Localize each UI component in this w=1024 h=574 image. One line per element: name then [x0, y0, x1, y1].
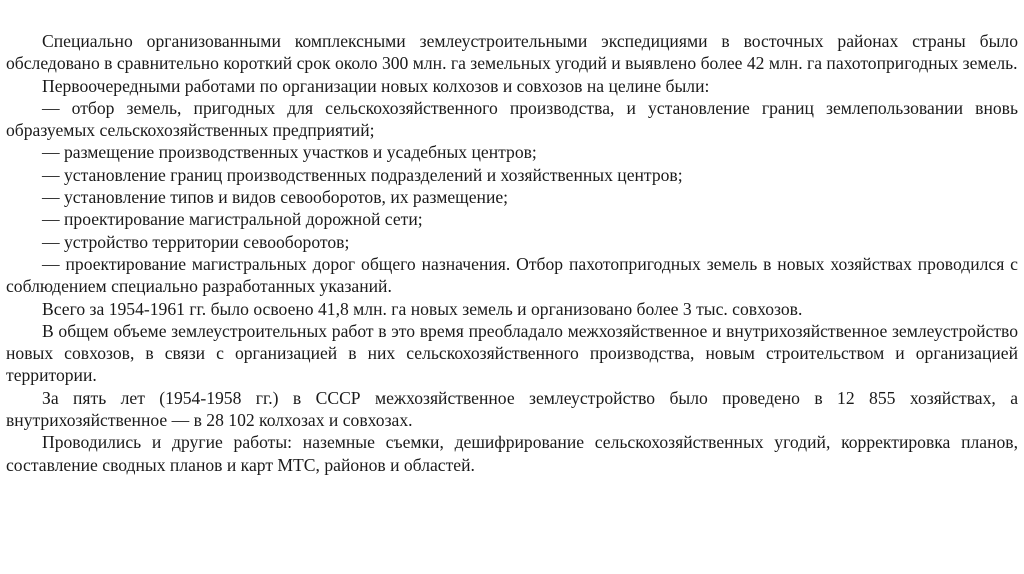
list-item-public-roads: — проектирование магистральных дорог общего назначения. Отбор пахотопригодных земель в новых хозяйствах проводился с соблюдением специально разработанных указаний.: [6, 253, 1018, 297]
list-item-rotation-territory: — устройство территории севооборотов;: [42, 231, 350, 252]
paragraph-general-volume: В общем объеме землеустроительных работ в это время преобладало межхозяйственное и внутрихозяйственное землеустройство новых совхозов, в связи с организацией в них сельскохозяйственного производства, новым строительством и организацией территории.: [6, 320, 1018, 386]
paragraph-totals-1954-1961: Всего за 1954-1961 гг. было освоено 41,8 млн. га новых земель и организовано более 3 тыс. совхозов.: [42, 298, 803, 319]
paragraph-other-works: Проводились и другие работы: наземные съемки, дешифрирование сельскохозяйственных угодий, корректировка планов, составление сводных планов и карт МТС, районов и областей.: [6, 432, 1018, 475]
list-item-production-sites: — размещение производственных участков и усадебных центров;: [42, 142, 537, 163]
list-item-land-selection: — отбор земель, пригодных для сельскохозяйственного производства, и установление границ землепользовании вновь образуемых сельскохозяйственных предприятий;: [6, 97, 1018, 141]
document-body: [6, 30, 1018, 476]
list-item-subdivision-boundaries: — установление границ производственных подразделений и хозяйственных центров;: [42, 164, 683, 185]
list-item-road-network: — проектирование магистральной дорожной сети;: [42, 209, 423, 230]
list-item-crop-rotation-types: — установление типов и видов севооборотов, их размещение;: [42, 187, 509, 208]
paragraph-priority-works: Первоочередными работами по организации новых колхозов и совхозов на целине были:: [42, 75, 710, 96]
paragraph-survey-results: Специально организованными комплексными землеустроительными экспедициями в восточных районах страны было обследовано в сравнительно короткий срок около 300 млн. га земельных угодий и выявлено более 42 млн. га пахотопригодных земель.: [6, 31, 1018, 74]
paragraph-five-years: За пять лет (1954-1958 гг.) в СССР межхозяйственное землеустройство было проведено в 12 855 хозяйствах, а внутрихозяйственное — в 28 102 колхозах и совхозах.: [6, 387, 1018, 431]
